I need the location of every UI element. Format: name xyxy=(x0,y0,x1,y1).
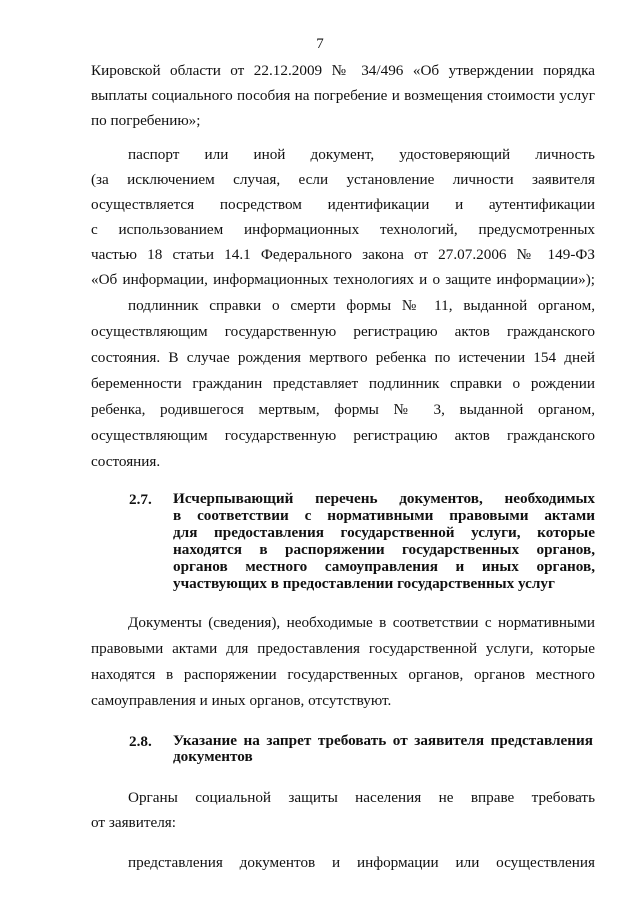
page-number: 7 xyxy=(316,36,324,52)
heading-line: участвующих в предоставлении государственных услуг xyxy=(173,575,555,592)
text-line: состояния. В случае рождения мертвого ребенка по истечении 154 дней xyxy=(91,349,595,366)
text-line: с использованием информационных технологий, предусмотренных xyxy=(91,221,595,238)
text-line: правовыми актами для предоставления государственной услуги, которые xyxy=(91,640,595,657)
text-line: осуществляющим государственную регистрацию актов гражданского xyxy=(91,427,595,444)
text-line: от заявителя: xyxy=(91,814,177,831)
text-line: «Об информации, информационных технологиях и о защите информации»); xyxy=(91,271,595,288)
text-line: (за исключением случая, если установление личности заявителя xyxy=(91,171,595,188)
text-line: Органы социальной защиты населения не вправе требовать xyxy=(128,789,595,806)
text-line: Кировской области от 22.12.2009 № 34/496 «Об утверждении порядка xyxy=(91,62,595,79)
section-number: 2.8. xyxy=(129,733,152,750)
text-line: выплаты социального пособия на погребение и возмещения стоимости услуг xyxy=(91,87,595,104)
text-line: частью 18 статьи 14.1 Федерального закона от 27.07.2006 № 149-ФЗ xyxy=(91,246,595,263)
text-line: находятся в распоряжении государственных органов, органов местного xyxy=(91,666,595,683)
text-line: самоуправления и иных органов, отсутствуют. xyxy=(91,692,392,709)
heading-line: Указание на запрет требовать от заявителя представления xyxy=(173,732,593,749)
text-line: осуществляющим государственную регистрацию актов гражданского xyxy=(91,323,595,340)
text-line: осуществляется посредством идентификации и аутентификации xyxy=(91,196,595,213)
text-line: состояния. xyxy=(91,453,161,470)
section-number: 2.7. xyxy=(129,491,152,508)
heading-line: для предоставления государственной услуги, которые xyxy=(173,524,595,541)
text-line: ребенка, родившегося мертвым, формы № 3, выданной органом, xyxy=(91,401,595,418)
text-line: представления документов и информации или осуществления xyxy=(128,854,595,871)
text-line: беременности гражданин представляет подлинник справки о рождении xyxy=(91,375,595,392)
text-line: Документы (сведения), необходимые в соответствии с нормативными xyxy=(128,614,595,631)
text-line: подлинник справки о смерти формы № 11, выданной органом, xyxy=(128,297,595,314)
heading-line: находятся в распоряжении государственных органов, xyxy=(173,541,595,558)
text-line: паспорт или иной документ, удостоверяющий личность xyxy=(128,146,595,163)
heading-line: органов местного самоуправления и иных органов, xyxy=(173,558,595,575)
heading-line: Исчерпывающий перечень документов, необходимых xyxy=(173,490,595,507)
heading-line: документов xyxy=(173,748,253,765)
heading-line: в соответствии с нормативными правовыми актами xyxy=(173,507,595,524)
text-line: по погребению»; xyxy=(91,112,201,129)
